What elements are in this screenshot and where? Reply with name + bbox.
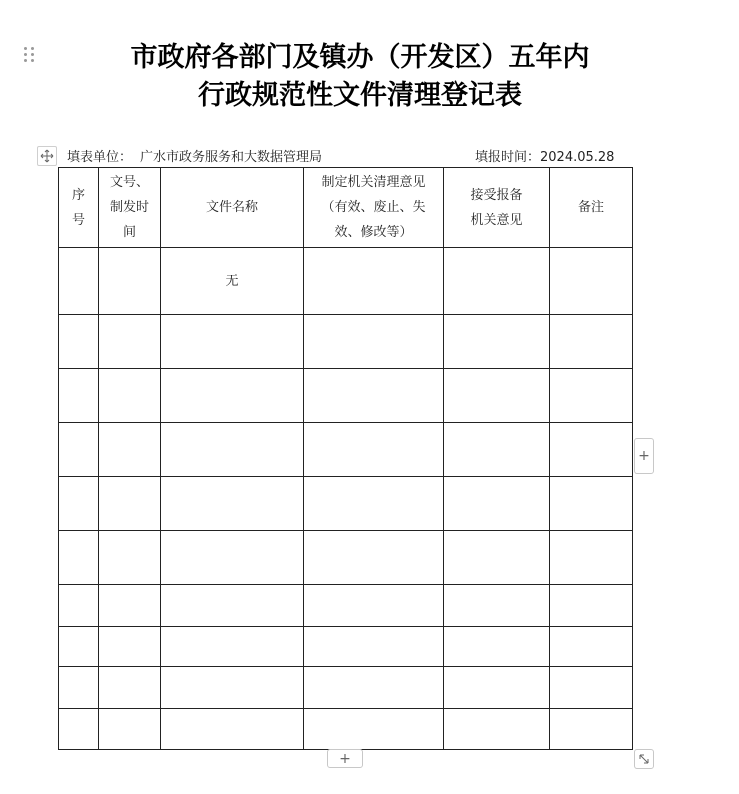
- table-cell[interactable]: [59, 627, 99, 667]
- table-cell[interactable]: [550, 585, 633, 627]
- table-row: [59, 423, 633, 477]
- table-cell[interactable]: [161, 315, 304, 369]
- table-cell[interactable]: [550, 248, 633, 315]
- table-cell[interactable]: [99, 585, 161, 627]
- table-cell[interactable]: [550, 531, 633, 585]
- table-row: [59, 248, 633, 315]
- table-cell[interactable]: [304, 531, 444, 585]
- drag-handle-icon[interactable]: [24, 46, 36, 64]
- table-cell[interactable]: [550, 477, 633, 531]
- header-receiver-line: 接受报备: [470, 187, 523, 203]
- table-cell[interactable]: [59, 477, 99, 531]
- header-doc-no[interactable]: [99, 168, 161, 248]
- fill-unit: [67, 146, 322, 165]
- table-cell[interactable]: [59, 315, 99, 369]
- move-icon[interactable]: [37, 146, 57, 166]
- table-cell[interactable]: [99, 667, 161, 709]
- table-cell[interactable]: [550, 369, 633, 423]
- header-opinion[interactable]: [304, 168, 444, 248]
- table-cell[interactable]: [161, 531, 304, 585]
- table-cell[interactable]: [59, 585, 99, 627]
- table-cell[interactable]: [59, 667, 99, 709]
- table-cell[interactable]: [161, 248, 304, 315]
- table-cell[interactable]: [444, 369, 550, 423]
- table-cell[interactable]: [444, 709, 550, 750]
- add-row-button[interactable]: [327, 749, 363, 768]
- header-receiver[interactable]: [444, 168, 550, 248]
- table-row: [59, 315, 633, 369]
- table-row: [59, 585, 633, 627]
- header-remark-line: 备注: [577, 200, 604, 215]
- table-cell[interactable]: [444, 315, 550, 369]
- header-opinion-line: （有效、废止、失: [321, 200, 426, 215]
- header-doc-name[interactable]: [161, 168, 304, 248]
- table-row: [59, 627, 633, 667]
- table-cell[interactable]: [59, 423, 99, 477]
- resize-icon[interactable]: [634, 749, 654, 769]
- table-cell[interactable]: [444, 477, 550, 531]
- header-seq-line: 序: [71, 187, 85, 203]
- plus-icon: +: [638, 448, 650, 464]
- table-cell[interactable]: [99, 423, 161, 477]
- header-doc-no-line: 文号、: [109, 175, 149, 190]
- header-seq[interactable]: [59, 168, 99, 248]
- add-column-button[interactable]: [634, 438, 654, 474]
- header-opinion-line: 效、修改等）: [334, 225, 413, 240]
- table-cell[interactable]: [444, 585, 550, 627]
- table-cell[interactable]: [99, 315, 161, 369]
- table-cell[interactable]: [304, 585, 444, 627]
- table-row: [59, 667, 633, 709]
- register-table: [58, 167, 633, 750]
- table-row: [59, 709, 633, 750]
- table-cell[interactable]: [99, 709, 161, 750]
- table-cell[interactable]: [304, 709, 444, 750]
- table-cell[interactable]: [444, 531, 550, 585]
- table-cell[interactable]: [59, 531, 99, 585]
- table-cell[interactable]: [550, 667, 633, 709]
- header-seq-line: 号: [71, 212, 85, 228]
- table-cell[interactable]: [304, 477, 444, 531]
- table-cell[interactable]: [444, 627, 550, 667]
- table-cell[interactable]: [59, 369, 99, 423]
- header-receiver-line: 机关意见: [470, 212, 523, 228]
- table-cell[interactable]: [161, 709, 304, 750]
- table-cell[interactable]: [161, 667, 304, 709]
- table-cell[interactable]: [550, 315, 633, 369]
- fill-date: [475, 146, 614, 165]
- table-cell[interactable]: [304, 423, 444, 477]
- table-cell[interactable]: [161, 585, 304, 627]
- table-cell[interactable]: [304, 369, 444, 423]
- table-cell[interactable]: [59, 248, 99, 315]
- header-opinion-line: 制定机关清理意见: [321, 175, 426, 190]
- table-cell[interactable]: [59, 709, 99, 750]
- header-remark[interactable]: [550, 168, 633, 248]
- table-cell[interactable]: [444, 667, 550, 709]
- header-doc-no-line: 间: [122, 225, 136, 240]
- fill-unit-label: 填表单位：: [67, 150, 133, 165]
- table-cell[interactable]: [444, 248, 550, 315]
- table-cell[interactable]: [99, 477, 161, 531]
- table-cell[interactable]: [550, 627, 633, 667]
- table-cell[interactable]: [161, 477, 304, 531]
- table-cell[interactable]: [161, 369, 304, 423]
- table-cell[interactable]: [550, 709, 633, 750]
- table-cell[interactable]: [99, 248, 161, 315]
- table-cell[interactable]: [304, 248, 444, 315]
- table-cell[interactable]: [161, 627, 304, 667]
- table-cell[interactable]: [550, 423, 633, 477]
- header-doc-name-line: 文件名称: [205, 200, 258, 215]
- fill-date-value: 2024.05.28: [540, 150, 615, 165]
- table-row: [59, 531, 633, 585]
- table-cell[interactable]: [304, 315, 444, 369]
- table-row: [59, 477, 633, 531]
- fill-date-label: 填报时间：: [475, 150, 541, 165]
- table-row: [59, 369, 633, 423]
- fill-unit-value: 广水市政务服务和大数据管理局: [140, 150, 323, 165]
- table-cell[interactable]: [99, 369, 161, 423]
- page-title-line-1: 市政府各部门及镇办（开发区）五年内: [130, 42, 590, 73]
- table-cell[interactable]: [161, 423, 304, 477]
- page-title-line-2: 行政规范性文件清理登记表: [198, 80, 522, 111]
- plus-icon: +: [339, 750, 351, 767]
- table-cell[interactable]: [99, 627, 161, 667]
- table-header-row: [59, 168, 633, 248]
- table-cell[interactable]: [304, 667, 444, 709]
- table-cell[interactable]: [304, 627, 444, 667]
- table-cell[interactable]: [444, 423, 550, 477]
- table-cell[interactable]: [99, 531, 161, 585]
- doc-name-value: 无: [225, 273, 239, 289]
- header-doc-no-line: 制发时: [109, 200, 149, 215]
